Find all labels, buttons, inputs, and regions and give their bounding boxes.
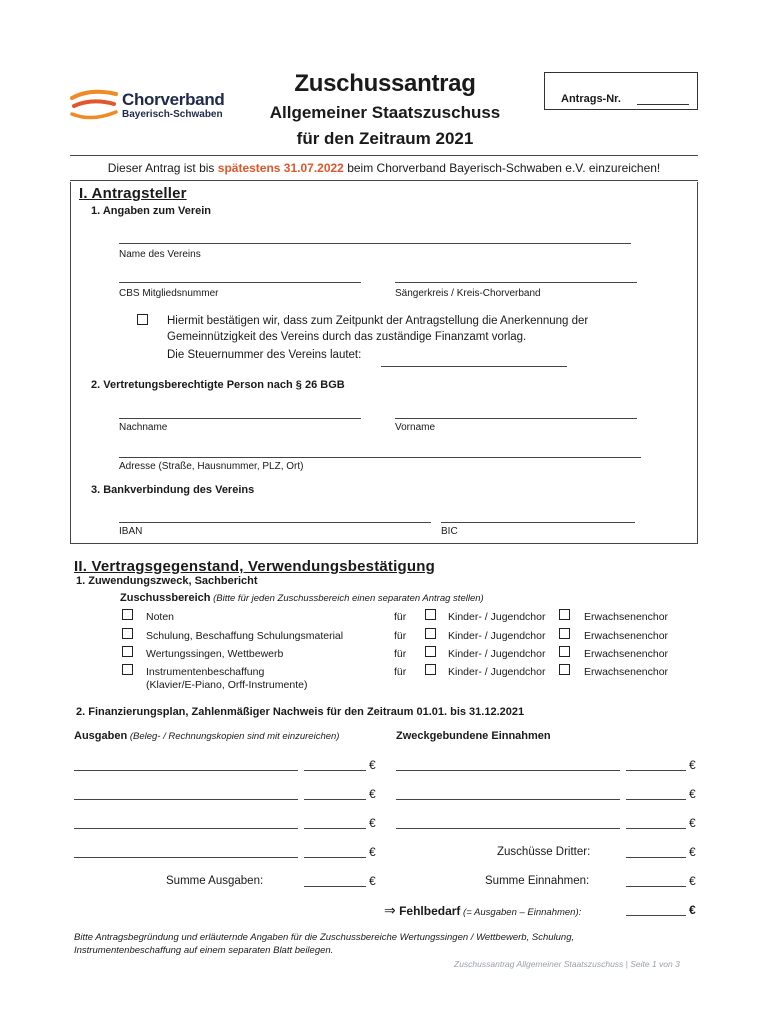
erwachsenenchor-label: Erwachsenenchor [584, 630, 669, 642]
antrags-nr-field[interactable] [637, 104, 689, 105]
zuschuesse-dritter-field[interactable] [626, 857, 686, 858]
erwachsenenchor-checkbox[interactable] [559, 664, 570, 675]
ausgabe-desc-field[interactable] [74, 799, 298, 800]
instrument-sub-label: (Klavier/E-Piano, Orff-Instrumente) [146, 679, 308, 691]
einnahme-desc-field[interactable] [396, 828, 620, 829]
kinderchor-checkbox[interactable] [425, 628, 436, 639]
ausgaben-label: Ausgaben [74, 730, 128, 742]
page-subtitle-2: für den Zeitraum 2021 [296, 129, 474, 148]
summe-ausgaben-field[interactable] [304, 886, 366, 887]
erwachsenenchor-label: Erwachsenenchor [584, 666, 669, 678]
vereinsname-label: Name des Vereins [119, 249, 201, 260]
cbs-field[interactable] [119, 282, 361, 283]
kinderchor-label: Kinder- / Jugendchor [448, 611, 546, 623]
antrags-nr-label: Antrags-Nr. [561, 93, 621, 105]
zuschussbereich-heading [120, 592, 484, 604]
summe-einnahmen-field[interactable] [626, 886, 686, 887]
kinderchor-label: Kinder- / Jugendchor [448, 666, 546, 678]
nachname-label: Nachname [119, 422, 168, 433]
fehlbedarf-row [384, 902, 581, 919]
section2-sub2: 2. Finanzierungsplan, Zahlenmäßiger Nachweis für den Zeitraum 01.01. bis 31.12.2021 [76, 706, 525, 718]
logo-subname: Bayerisch-Schwaben [122, 109, 223, 120]
fuer-label: für [394, 630, 407, 642]
ausgabe-amount-field[interactable] [304, 770, 366, 771]
summe-einnahmen-label: Summe Einnahmen: [485, 875, 590, 887]
euro-sign: € [689, 758, 696, 772]
euro-sign: € [369, 874, 376, 888]
bereich-label: Instrumentenbeschaffung [146, 666, 265, 678]
fehlbedarf-hint: (= Ausgaben – Einnahmen): [460, 907, 582, 918]
erwachsenenchor-checkbox[interactable] [559, 646, 570, 657]
section1-sub3: 3. Bankverbindung des Vereins [91, 484, 255, 496]
euro-sign: € [369, 845, 376, 859]
ausgabe-amount-field[interactable] [304, 857, 366, 858]
fuer-label: für [394, 648, 407, 660]
ausgaben-hint: (Beleg- / Rechnungskopien sind mit einzureichen) [127, 731, 340, 742]
confirm-line-1: Hiermit bestätigen wir, dass zum Zeitpunkt der Antragstellung die Anerkennung der [167, 315, 589, 327]
chorverband-logo [70, 88, 230, 124]
bereich-label: Noten [146, 611, 175, 623]
einnahme-amount-field[interactable] [626, 828, 686, 829]
zuschussbereich-label: Zuschussbereich [120, 592, 211, 604]
vereinsname-field[interactable] [119, 243, 631, 244]
logo-name: Chorverband [122, 90, 225, 109]
bereich-instrumente-checkbox[interactable] [122, 664, 133, 675]
deadline-notice [70, 155, 698, 181]
ausgabe-amount-field[interactable] [304, 799, 366, 800]
section1-sub1: 1. Angaben zum Verein [91, 205, 212, 217]
page-footer: Zuschussantrag Allgemeiner Staatszuschuss | Seite 1 von 3 [454, 959, 680, 969]
euro-sign: € [689, 903, 696, 917]
gemeinnuetzigkeit-checkbox[interactable] [137, 314, 148, 325]
vorname-label: Vorname [395, 422, 436, 433]
page-subtitle-1: Allgemeiner Staatszuschuss [269, 103, 501, 122]
fuer-label: für [394, 666, 407, 678]
kinderchor-checkbox[interactable] [425, 646, 436, 657]
section1-title: I. Antragsteller [79, 185, 187, 202]
cbs-label: CBS Mitgliedsnummer [119, 288, 219, 299]
kinderchor-checkbox[interactable] [425, 609, 436, 620]
ausgabe-desc-field[interactable] [74, 857, 298, 858]
bereich-wertungssingen-checkbox[interactable] [122, 646, 133, 657]
arrow-right-icon: ⇒ [384, 902, 396, 918]
euro-sign: € [689, 816, 696, 830]
bereich-label: Wertungssingen, Wettbewerb [146, 648, 284, 660]
bic-label: BIC [441, 526, 458, 537]
euro-sign: € [689, 787, 696, 801]
nachname-field[interactable] [119, 418, 361, 419]
vorname-field[interactable] [395, 418, 637, 419]
adresse-field[interactable] [119, 457, 641, 458]
bereich-label: Schulung, Beschaffung Schulungsmaterial [146, 630, 344, 642]
zuschussbereich-hint: (Bitte für jeden Zuschussbereich einen separaten Antrag stellen) [210, 593, 484, 604]
iban-field[interactable] [119, 522, 431, 523]
ausgabe-desc-field[interactable] [74, 828, 298, 829]
notice-deadline: spätestens 31.07.2022 [217, 161, 344, 175]
kinderchor-checkbox[interactable] [425, 664, 436, 675]
iban-label: IBAN [119, 526, 143, 537]
fehlbedarf-label: Fehlbedarf [399, 904, 461, 918]
saengerkreis-field[interactable] [395, 282, 637, 283]
summe-ausgaben-label: Summe Ausgaben: [166, 875, 264, 887]
erwachsenenchor-checkbox[interactable] [559, 628, 570, 639]
bic-field[interactable] [441, 522, 635, 523]
zuschuesse-dritter-label: Zuschüsse Dritter: [497, 846, 591, 858]
section-antragsteller [70, 182, 698, 544]
einnahme-desc-field[interactable] [396, 770, 620, 771]
fehlbedarf-field[interactable] [626, 915, 686, 916]
section1-sub2: 2. Vertretungsberechtigte Person nach § 26 BGB [91, 379, 345, 391]
confirm-line-2: Gemeinnützigkeit des Vereins durch das zuständige Finanzamt vorlag. [167, 331, 527, 343]
saengerkreis-label: Sängerkreis / Kreis-Chorverband [395, 288, 541, 299]
section2-title: II. Vertragsgegenstand, Verwendungsbestätigung [74, 558, 435, 575]
ausgaben-heading [74, 730, 339, 742]
erwachsenenchor-checkbox[interactable] [559, 609, 570, 620]
euro-sign: € [689, 874, 696, 888]
title-block [240, 70, 530, 150]
section2-sub1: 1. Zuwendungszweck, Sachbericht [76, 575, 258, 587]
ausgabe-desc-field[interactable] [74, 770, 298, 771]
page-title: Zuschussantrag [294, 70, 476, 97]
footer-note-1: Bitte Antragsbegründung und erläuternde Angaben für die Zuschussbereiche Wertungssingen / Wettbewerb, Schulung, [74, 932, 575, 943]
euro-sign: € [369, 787, 376, 801]
bereich-noten-checkbox[interactable] [122, 609, 133, 620]
notice-text-before: Dieser Antrag ist bis [107, 161, 218, 175]
confirm-line-3: Die Steuernummer des Vereins lautet: [167, 349, 362, 361]
steuernummer-field[interactable] [381, 366, 567, 367]
einnahme-amount-field[interactable] [626, 770, 686, 771]
einnahme-amount-field[interactable] [626, 799, 686, 800]
erwachsenenchor-label: Erwachsenenchor [584, 611, 669, 623]
notice-text-after: beim Chorverband Bayerisch-Schwaben e.V. einzureichen! [343, 161, 661, 175]
antrags-nr-box [544, 72, 698, 110]
adresse-label: Adresse (Straße, Hausnummer, PLZ, Ort) [119, 461, 304, 472]
euro-sign: € [369, 816, 376, 830]
einnahmen-heading: Zweckgebundene Einnahmen [396, 730, 551, 742]
einnahme-desc-field[interactable] [396, 799, 620, 800]
kinderchor-label: Kinder- / Jugendchor [448, 630, 546, 642]
bereich-schulung-checkbox[interactable] [122, 628, 133, 639]
fuer-label: für [394, 611, 407, 623]
footer-note-2: Instrumentenbeschaffung auf einem separaten Blatt beilegen. [74, 945, 334, 956]
kinderchor-label: Kinder- / Jugendchor [448, 648, 546, 660]
logo-swoosh-icon [70, 88, 120, 120]
erwachsenenchor-label: Erwachsenenchor [584, 648, 669, 660]
euro-sign: € [689, 845, 696, 859]
ausgabe-amount-field[interactable] [304, 828, 366, 829]
euro-sign: € [369, 758, 376, 772]
